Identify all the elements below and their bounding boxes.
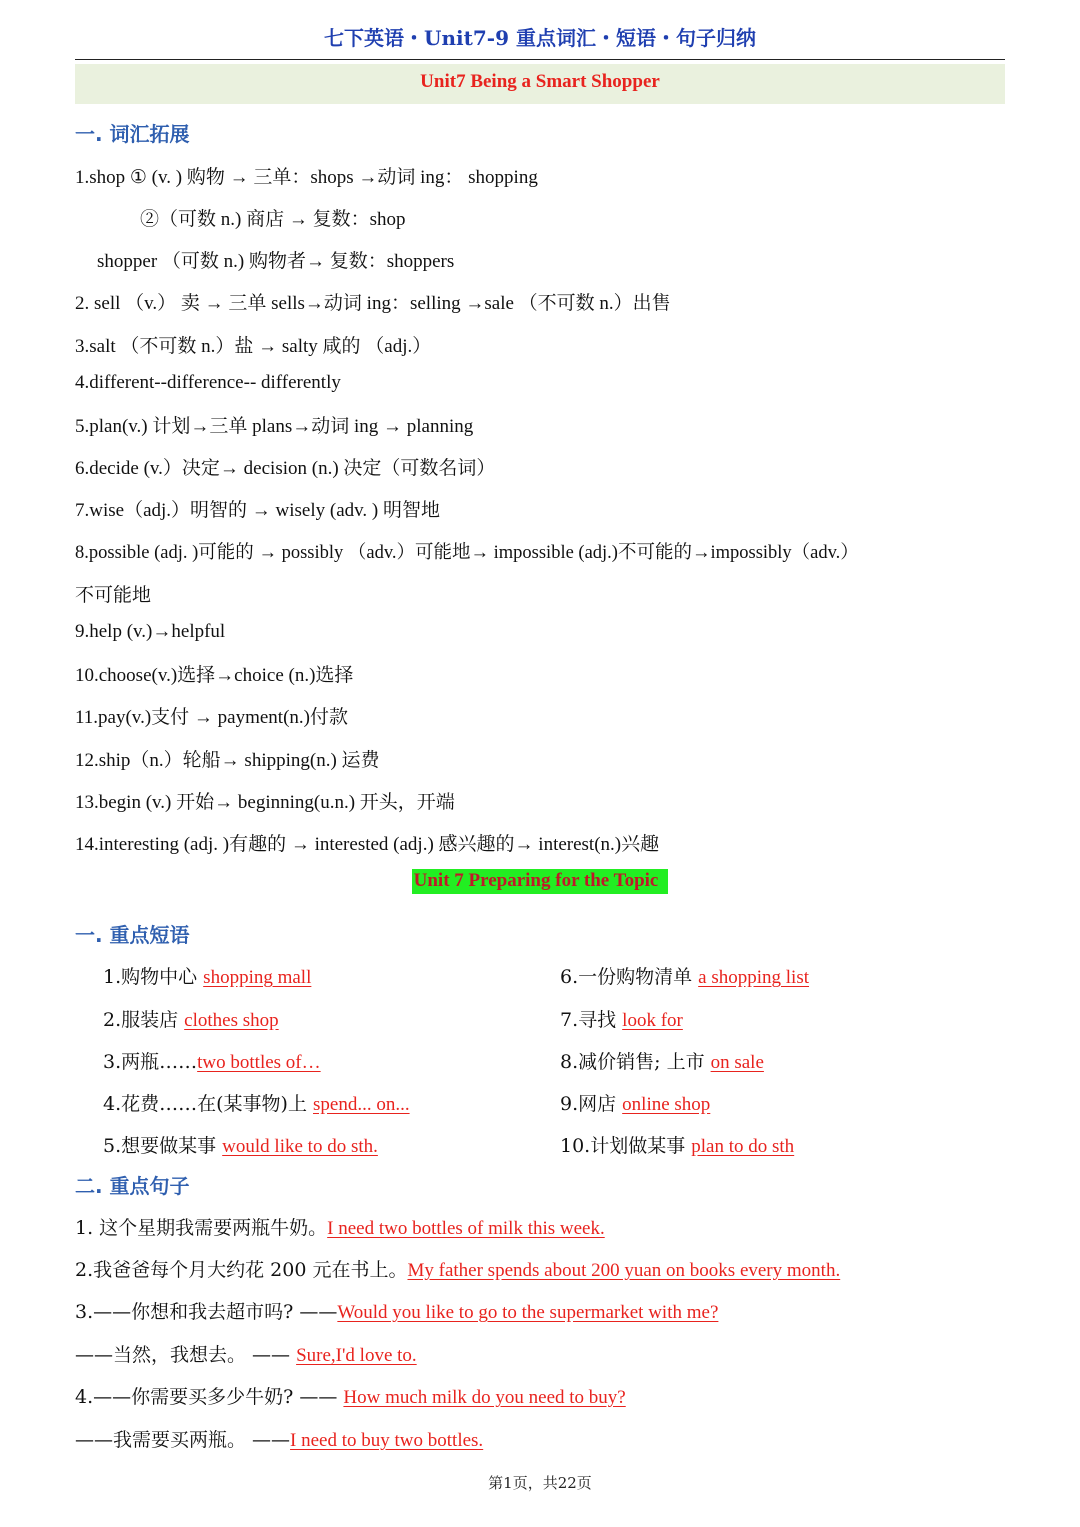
phrase-item bbox=[103, 1089, 410, 1116]
phrase-answer: look for bbox=[622, 1010, 683, 1031]
sentence-answer: How much milk do you need to buy? bbox=[343, 1387, 626, 1408]
phrase-cn: 5.想要做某事 bbox=[103, 1135, 223, 1157]
vocab-line: 14.interesting (adj. )有趣的 → interested (adj.) 感兴趣的→ interest(n.)兴趣 bbox=[75, 834, 660, 855]
phrase-item bbox=[103, 1005, 279, 1032]
vocab-line: 不可能地 bbox=[75, 585, 152, 606]
phrase-answer: clothes shop bbox=[184, 1010, 279, 1031]
phrase-item bbox=[560, 1089, 710, 1116]
sentence-item bbox=[75, 1425, 483, 1452]
vocab-line: 6.decide (v.）决定→ decision (n.) 决定（可数名词） bbox=[75, 458, 496, 479]
sentence-item bbox=[75, 1255, 840, 1282]
vocab-line: ②（可数 n.) 商店 → 复数：shop bbox=[140, 209, 406, 230]
phrase-item bbox=[103, 962, 311, 989]
vocab-line: 3.salt （不可数 n.）盐 → salty 咸的 （adj.） bbox=[75, 336, 432, 357]
phrase-answer: on sale bbox=[710, 1052, 764, 1073]
sentence-answer: I need two bottles of milk this week. bbox=[327, 1218, 605, 1239]
sentence-item bbox=[75, 1297, 718, 1324]
phrase-answer: two bottles of… bbox=[197, 1052, 321, 1073]
sentence-cn: ——我需要买两瓶。 —— bbox=[75, 1429, 291, 1451]
vocab-line: 10.choose(v.)选择→choice (n.)选择 bbox=[75, 665, 354, 686]
sentence-answer: My father spends about 200 yuan on books every month. bbox=[407, 1260, 841, 1281]
vocab-line: 5.plan(v.) 计划→三单 plans→动词 ing → planning bbox=[75, 416, 474, 437]
phrase-cn: 6.一份购物清单 bbox=[560, 966, 699, 988]
sentence-item bbox=[75, 1213, 605, 1240]
vocab-line: 4.different--difference-- differently bbox=[75, 372, 341, 393]
vocab-line: 9.help (v.)→helpful bbox=[75, 621, 226, 642]
sentence-answer: Would you like to go to the supermarket with me? bbox=[337, 1302, 719, 1323]
sentence-answer: Sure,I'd love to. bbox=[296, 1345, 417, 1366]
phrase-cn: 2.服装店 bbox=[103, 1009, 185, 1031]
page-footer-number: 第1页，共22页 bbox=[488, 1474, 592, 1492]
phrase-cn: 4.花费……在(某事物)上 bbox=[103, 1093, 313, 1115]
unit-title-banner: Unit7 Being a Smart Shopper bbox=[75, 64, 1005, 104]
phrase-cn: 1.购物中心 bbox=[103, 966, 204, 988]
sentence-cn: ——当然，我想去。 —— bbox=[75, 1344, 297, 1366]
phrase-item bbox=[103, 1047, 321, 1074]
phrase-answer: online shop bbox=[622, 1094, 711, 1115]
phrase-item bbox=[560, 962, 809, 989]
page-header-title: 七下英语・Unit7-9 重点词汇・短语・句子归纳 bbox=[324, 26, 756, 50]
phrase-cn: 8.减价销售; 上市 bbox=[560, 1051, 711, 1073]
phrase-item bbox=[103, 1131, 378, 1158]
section-sentences-title: 二. 重点句子 bbox=[75, 1174, 190, 1198]
sentence-cn: 2.我爸爸每个月大约花 200 元在书上。 bbox=[75, 1259, 408, 1281]
section-phrases-title: 一. 重点短语 bbox=[75, 923, 190, 947]
sentence-item bbox=[75, 1340, 417, 1367]
vocab-line: 13.begin (v.) 开始→ beginning(u.n.) 开头，开端 bbox=[75, 792, 455, 813]
vocab-line: 8.possible (adj. )可能的 → possibly （adv.）可能地→ impossible (adj.)不可能的→impossibly（adv.） bbox=[75, 543, 859, 563]
topic-title-wrap bbox=[0, 869, 1080, 894]
phrase-answer: a shopping list bbox=[698, 967, 810, 988]
phrase-answer: would like to do sth. bbox=[222, 1136, 378, 1157]
sentence-cn: 4.——你需要买多少牛奶? —— bbox=[75, 1386, 344, 1408]
phrase-cn: 10.计划做某事 bbox=[560, 1135, 692, 1157]
phrase-item bbox=[560, 1047, 764, 1074]
phrase-item bbox=[560, 1131, 794, 1158]
phrase-cn: 7.寻找 bbox=[560, 1009, 623, 1031]
section-vocab-title: 一. 词汇拓展 bbox=[75, 122, 190, 146]
vocab-line: 12.ship（n.）轮船→ shipping(n.) 运费 bbox=[75, 750, 380, 771]
sentence-cn: 1. 这个星期我需要两瓶牛奶。 bbox=[75, 1217, 328, 1239]
vocab-line: shopper （可数 n.) 购物者→ 复数：shoppers bbox=[97, 251, 455, 272]
phrase-answer: shopping mall bbox=[203, 967, 312, 988]
sentence-cn: 3.——你想和我去超市吗? —— bbox=[75, 1301, 338, 1323]
topic-title-highlight: Unit 7 Preparing for the Topic bbox=[412, 869, 669, 894]
vocab-line: 1.shop ① (v. ) 购物 → 三单：shops →动词 ing： shopping bbox=[75, 167, 538, 188]
vocab-line: 7.wise（adj.）明智的 → wisely (adv. ) 明智地 bbox=[75, 500, 440, 521]
header-divider bbox=[75, 59, 1005, 60]
phrase-answer: spend... on... bbox=[313, 1094, 410, 1115]
phrase-cn: 9.网店 bbox=[560, 1093, 623, 1115]
phrase-cn: 3.两瓶…… bbox=[103, 1051, 198, 1073]
phrase-item bbox=[560, 1005, 683, 1032]
sentence-item bbox=[75, 1382, 626, 1409]
vocab-line: 2. sell （v.） 卖 → 三单 sells→动词 ing：selling →sale （不可数 n.）出售 bbox=[75, 293, 671, 314]
phrase-answer: plan to do sth bbox=[691, 1136, 795, 1157]
vocab-line: 11.pay(v.)支付 → payment(n.)付款 bbox=[75, 707, 348, 728]
sentence-answer: I need to buy two bottles. bbox=[290, 1430, 484, 1451]
